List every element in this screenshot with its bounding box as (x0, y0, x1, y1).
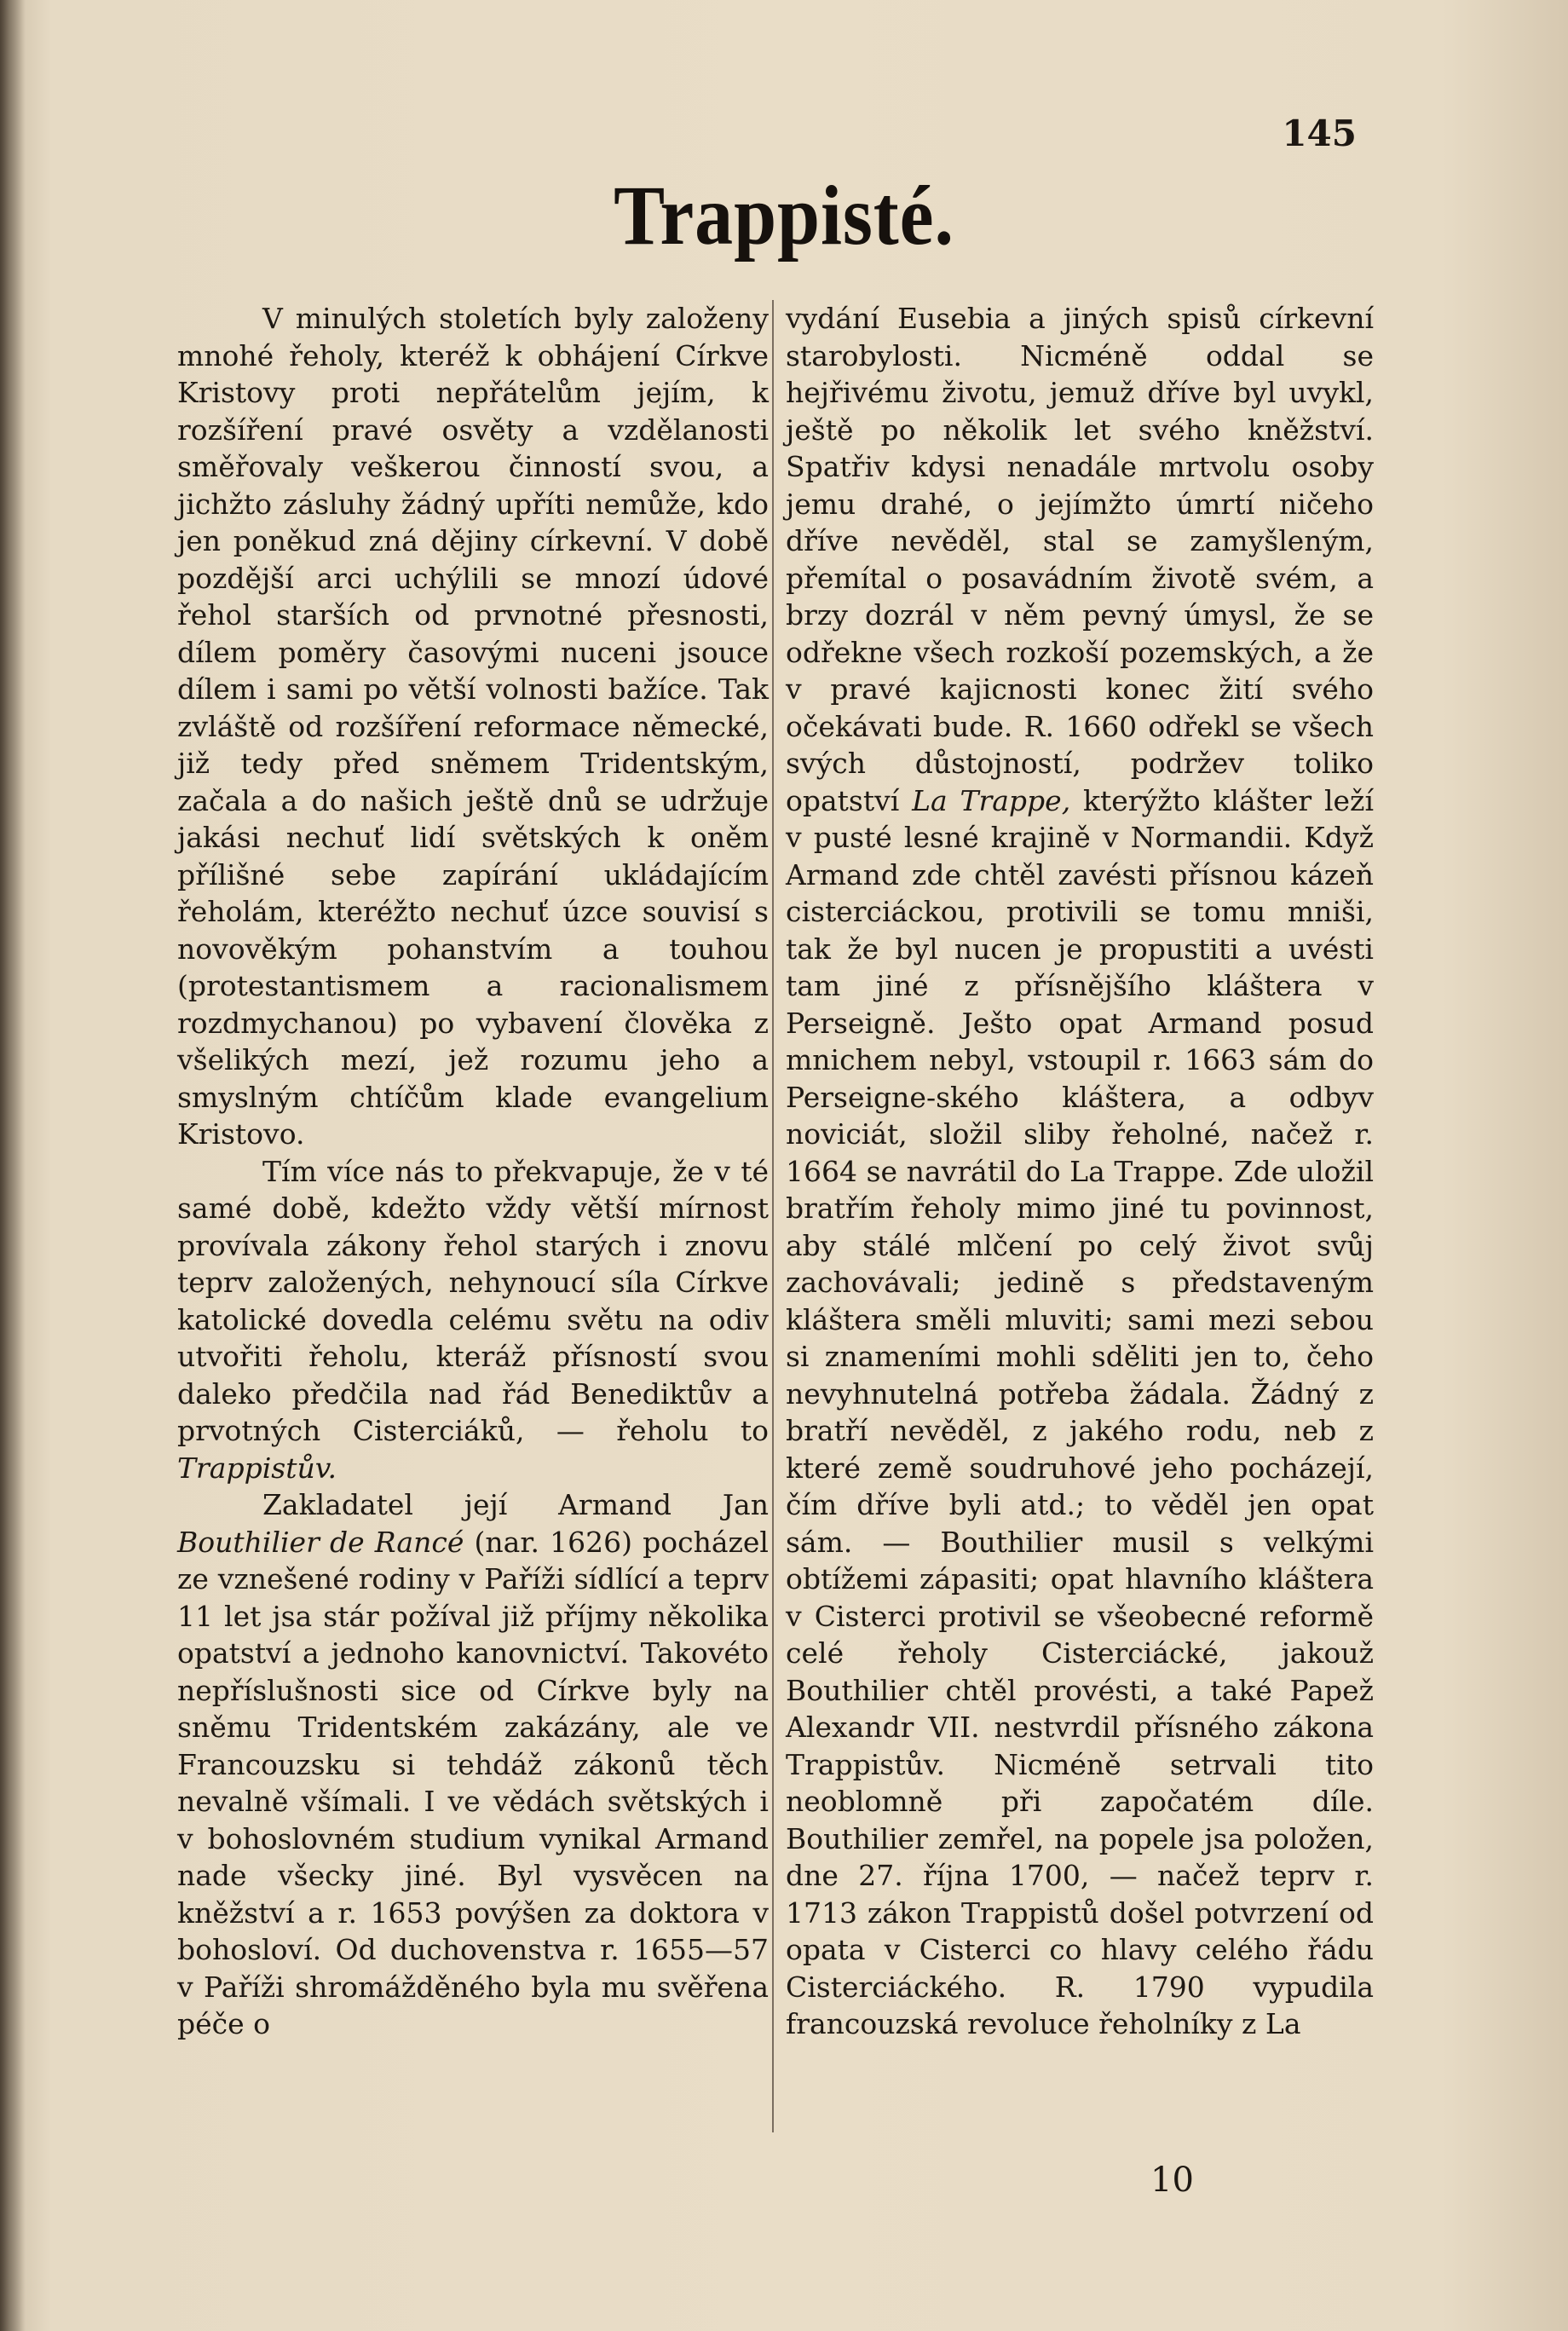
italic-text: La Trappe, (912, 783, 1071, 817)
paragraph-text: Tím více nás to překvapuje, že v té samé době, kdežto vždy větší mírnost provívala zákony řehol starých i znovu teprv založených, nehynoucí síla Církve katolické dovedla celému světu na odiv utvořiti řeholu, kteráž přísností svou daleko předčila nad řád Benediktův a prvotných Cisterciáků, — řeholu to (177, 1154, 769, 1447)
page-number: 145 (1282, 113, 1357, 154)
paragraph-text: Zakladatel její Armand Jan (262, 1488, 769, 1521)
printer-signature-mark: 10 (1150, 2161, 1194, 2200)
right-column (786, 300, 1374, 2043)
paragraph-text: kterýžto klášter leží v pusté lesné krajině v Normandii. Když Armand zde chtěl zavésti přísnou kázeň cisterciáckou, protivili se tomu mniši, tak že byl nucen je propustiti a uvésti tam jiné z přísnějšího kláštera v Perseigně. Ješto opat Armand posud mnichem nebyl, vstoupil r. 1663 sám do Perseigne-ského kláštera, a odbyv noviciát, složil sliby řeholné, načež r. 1664 se navrátil do La Trappe. Zde uložil bratřím řeholy mimo jiné tu povinnost, aby stálé mlčení po celý život svůj zachovávali; jedině s představeným kláštera směli mluviti; sami mezi sebou si znameními mohli sděliti jen to, čeho nevyhnutelná potřeba žádala. Žádný z bratří nevěděl, z jakého rodu, neb z které země soudruhové jeho pocházejí, čím dříve byli atd.; to věděl jen opat sám. — Bouthilier musil s velkými obtížemi zápasiti; opat hlavního kláštera v Cisterci protivil se všeobecné reformě celé řeholy Cisterciácké, jakouž Bouthilier chtěl provésti, a také Papež Alexandr VII. nestvrdil přísného zákona Trappistův. Nicméně setrvali tito neoblomně při započatém díle. Bouthilier zemřel, na popele jsa položen, dne 27. října 1700, — načež teprv r. 1713 zákon Trappistů došel potvrzení od opata v Cisterci co hlavy celého řádu Cisterciáckého. R. 1790 vypudila francouzská revoluce řeholníky z La (786, 783, 1374, 2040)
paragraph-text: vydání Eusebia a jiných spisů církevní starobylosti. Nicméně oddal se hejřivému životu, jemuž dříve byl uvykl, ještě po několik let svého kněžství. Spatřiv kdysi nenadále mrtvolu osoby jemu drahé, o jejímžto úmrtí ničeho dříve nevěděl, stal se zamyšleným, přemítal o posavádním životě svém, a brzy dozrál v něm pevný úmysl, že se odřekne všech rozkoší pozemských, a že v pravé kajicnosti konec žití svého očekávati bude. R. 1660 odřekl se všech svých důstojností, podržev toliko opatství (786, 302, 1374, 817)
paragraph (177, 300, 769, 1153)
paragraph-text: V minulých stoletích byly založeny mnohé řeholy, kteréž k obhájení Církve Kristovy proti nepřátelům jejím, k rozšíření pravé osvěty a vzdělanosti směřovaly veškerou činností svou, a jichžto zásluhy žádný upříti nemůže, kdo jen poněkud zná dějiny církevní. V době pozdější arci uchýlili se mnozí údové řehol starších od prvnotné přesnosti, dílem poměry časovými nuceni jsouce dílem i sami po větší volnosti bažíce. Tak zvláště od rozšíření reformace německé, již tedy před sněmem Tridentským, začala a do našich ještě dnů se udržuje jakási nechuť lidí světských k oněm přílišné sebe zapírání ukládajícím řeholám, kteréžto nechuť úzce souvisí s novověkým pohanstvím a touhou (protestantismem a racionalismem rozdmychanou) po vybavení člověka z všelikých mezí, jež rozumu jeho a smyslným chtíčům klade evangelium Kristovo. (177, 302, 769, 1151)
italic-text: Trappistův. (177, 1451, 337, 1485)
page-binding-shadow (0, 0, 26, 2331)
paragraph (177, 1153, 769, 1487)
paragraph-text: (nar. 1626) pocházel ze vznešené rodiny v Paříži sídlící a teprv 11 let jsa stár požíval již příjmy několika opatství a jednoho kanovnictví. Takovéto nepříslušnosti sice od Církve byly na sněmu Tridentském zakázány, ale ve Francouzsku si tehdáž zákonů těch nevalně všímali. I ve vědách světských i v bohoslovném studium vynikal Armand nade všecky jiné. Byl vysvěcen na kněžství a r. 1653 povýšen za doktora v bohosloví. Od duchovenstva r. 1655—57 v Paříži shromážděného byla mu svěřena péče o (177, 1525, 769, 2040)
paragraph (177, 1486, 769, 2043)
italic-text: Bouthilier de Rancé (177, 1525, 464, 1559)
left-column (177, 300, 769, 2043)
page-title: Trappisté. (614, 168, 954, 263)
column-divider (772, 300, 774, 2132)
paragraph (786, 300, 1374, 2043)
